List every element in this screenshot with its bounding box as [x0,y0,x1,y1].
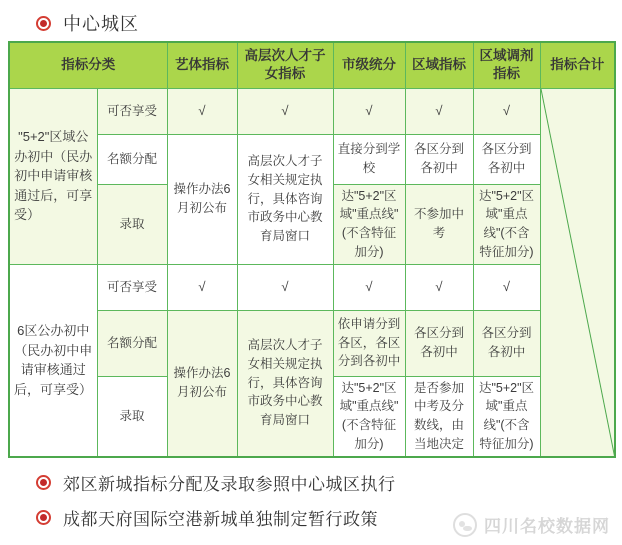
red-bullet-icon [36,510,51,525]
header-art-indicator: 艺体指标 [167,42,237,88]
group1-eligible-region: √ [405,88,473,134]
group1-eligible-city: √ [333,88,405,134]
group1-admission-label: 录取 [97,184,167,264]
group1-label: "5+2"区域公办初中（民办初中申请审核通过后，可享受） [9,88,97,264]
group2-admission-city: 达"5+2"区域"重点线"(不含特征加分) [333,376,405,457]
note-suburb [36,470,396,495]
table-header-row [9,42,615,88]
group1-quota-label: 名额分配 [97,134,167,184]
group2-eligible-talent: √ [237,264,333,310]
group2-eligible-adjust: √ [473,264,540,310]
header-indicator-total: 指标合计 [540,42,615,88]
group1-eligible-label: 可否享受 [97,88,167,134]
page-title-row [36,10,139,36]
group2-talent-note: 高层次人才子女相关规定执行，具体咨询市政务中心教育局窗口 [237,310,333,457]
watermark-text: 四川名校数据网 [484,517,610,536]
total-column-slashed-cell [540,88,615,457]
group2-quota-adjust: 各区分到各初中 [473,310,540,376]
group2-eligible-region: √ [405,264,473,310]
watermark-logo-icon [453,513,477,537]
header-talent-children-indicator: 高层次人才子女指标 [237,42,333,88]
group1-quota-adjust: 各区分到各初中 [473,134,540,184]
header-district-indicator: 区域指标 [405,42,473,88]
header-city-allocation: 市级统分 [333,42,405,88]
red-bullet-icon [36,475,51,490]
admission-policy-table [8,41,616,458]
page-title: 中心城区 [63,14,139,34]
group2-label: 6区公办初中（民办初中申请审核通过后，可享受） [9,264,97,457]
group1-eligible-talent: √ [237,88,333,134]
group1-admission-region: 不参加中考 [405,184,473,264]
note-text: 成都天府国际空港新城单独制定暂行政策 [63,510,378,529]
group2-admission-label: 录取 [97,376,167,457]
diagonal-line [541,89,615,456]
group2-eligible-city: √ [333,264,405,310]
group1-admission-adjust: 达"5+2"区域"重点线"(不含特征加分) [473,184,540,264]
group2-quota-city: 依申请分到各区，各区分到各初中 [333,310,405,376]
group2-eligible-label: 可否享受 [97,264,167,310]
group2-art-method: 操作办法6月初公布 [167,310,237,457]
group2-quota-region: 各区分到各初中 [405,310,473,376]
table-row [9,88,615,134]
group2-admission-region: 是否参加中考及分数线，由当地决定 [405,376,473,457]
header-district-adjust-indicator: 区域调剂指标 [473,42,540,88]
group2-eligible-art: √ [167,264,237,310]
note-tianfu [36,505,378,530]
group1-quota-region: 各区分到各初中 [405,134,473,184]
group1-quota-city: 直接分到学校 [333,134,405,184]
table-row [9,310,615,376]
header-category: 指标分类 [9,42,167,88]
group1-talent-note: 高层次人才子女相关规定执行，具体咨询市政务中心教育局窗口 [237,134,333,264]
group1-eligible-art: √ [167,88,237,134]
group1-admission-city: 达"5+2"区域"重点线"(不含特征加分) [333,184,405,264]
group2-quota-label: 名额分配 [97,310,167,376]
group1-art-method: 操作办法6月初公布 [167,134,237,264]
red-bullet-icon [36,16,51,31]
table-row [9,264,615,310]
group2-admission-adjust: 达"5+2"区域"重点线"(不含特征加分) [473,376,540,457]
note-text: 郊区新城指标分配及录取参照中心城区执行 [63,475,396,494]
table-row [9,134,615,184]
group1-eligible-adjust: √ [473,88,540,134]
watermark [453,512,610,537]
